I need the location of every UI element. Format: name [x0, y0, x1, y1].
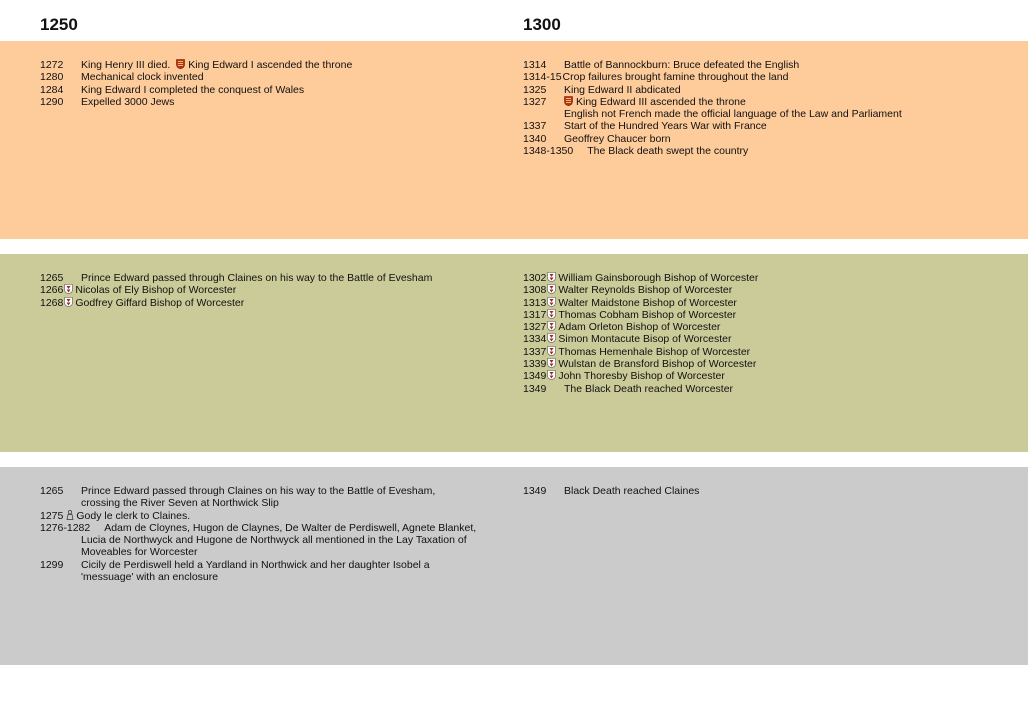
event-row [523, 284, 1023, 296]
event-text: Godfrey Giffard Bishop of Worcester [75, 296, 245, 309]
event-row [40, 84, 510, 96]
event-year: 1265 [40, 485, 64, 497]
event-text: Start of the Hundred Years War with France [564, 120, 767, 133]
event-year: 1317 [523, 308, 547, 321]
event-text: King Edward I ascended the throne [188, 59, 353, 71]
claines-events-band [0, 467, 1028, 665]
event-text: William Gainsborough Bishop of Worcester [558, 272, 759, 284]
event-year: 1314-15 [523, 71, 562, 84]
event-year: 1337 [523, 120, 547, 133]
event-row [40, 272, 510, 284]
event-row [40, 485, 510, 510]
bishop-shield-icon [547, 309, 556, 319]
event-year [523, 108, 564, 120]
event-row [40, 510, 510, 522]
event-text-continued: Lucia de Northwyck and Hugone de Northwyck all mentioned in the Lay Taxation of Moveables for Worcester [81, 534, 467, 559]
royal-arms-icon [564, 96, 573, 106]
event-text: The Black Death reached Worcester [564, 382, 734, 395]
event-year: 1348-1350 [523, 145, 574, 158]
event-row [523, 346, 1023, 358]
event-year: 1266 [40, 284, 64, 297]
national-events-1250 [40, 59, 510, 108]
event-row [523, 370, 1023, 382]
event-row [40, 297, 510, 309]
national-events-1300 [523, 59, 1023, 157]
event-text: Gody le clerk to Claines. [76, 509, 191, 522]
event-text: Wulstan de Bransford Bishop of Worcester [558, 358, 757, 371]
event-year: 1272 [40, 59, 64, 71]
event-row [40, 71, 510, 83]
event-year: 1349 [523, 382, 547, 395]
claines-events-1250 [40, 485, 510, 583]
event-row [523, 297, 1023, 309]
event-text: King Edward III ascended the throne [576, 95, 746, 108]
event-text: Walter Maidstone Bishop of Worcester [558, 296, 737, 309]
event-row [40, 59, 510, 71]
event-year: 1265 [40, 272, 64, 284]
event-row [523, 84, 1023, 96]
event-text: Cicily de Perdiswell held a Yardland in Northwick and her daughter Isobel a 'messuage' with an enclosure [81, 558, 430, 584]
event-year: 1275 [40, 509, 64, 522]
event-year: 1268 [40, 296, 64, 309]
event-row [40, 534, 510, 559]
event-row [523, 309, 1023, 321]
event-text: Battle of Bannockburn: Bruce defeated the English [564, 59, 800, 71]
event-row [523, 120, 1023, 132]
worcester-events-band [0, 254, 1028, 452]
event-text: John Thoresby Bishop of Worcester [558, 370, 725, 383]
event-year: 1302 [523, 272, 547, 284]
event-year: 1290 [40, 95, 64, 108]
event-year: 1325 [523, 83, 547, 96]
event-year: 1337 [523, 345, 547, 358]
event-text: Adam de Cloynes, Hugon de Claynes, De Walter de Perdiswell, Agnete Blanket, [104, 521, 477, 534]
event-text: Walter Reynolds Bishop of Worcester [558, 284, 733, 297]
event-year: 1284 [40, 83, 64, 96]
event-row [40, 284, 510, 296]
event-row [523, 272, 1023, 284]
event-text: Mechanical clock invented [81, 71, 204, 84]
royal-arms-icon [176, 59, 185, 69]
bishop-shield-icon [547, 333, 556, 343]
event-text: Black Death reached Claines [564, 485, 700, 497]
event-year: 1339 [523, 358, 547, 371]
worcester-events-1250 [40, 272, 510, 309]
event-text: Prince Edward passed through Claines on his way to the Battle of Evesham, crossing the River Seven at Northwick Slip [81, 485, 436, 510]
event-year: 1334 [523, 333, 547, 346]
event-year: 1349 [523, 485, 547, 497]
event-text: Geoffrey Chaucer born [564, 132, 671, 145]
event-row [523, 71, 1023, 83]
event-year: 1327 [523, 95, 547, 108]
event-year: 1349 [523, 370, 547, 383]
event-row [523, 485, 1023, 497]
event-text: The Black death swept the country [587, 145, 749, 158]
era-label-1300: 1300 [523, 15, 561, 34]
event-row [523, 133, 1023, 145]
event-year: 1327 [523, 321, 547, 334]
event-text: Adam Orleton Bishop of Worcester [558, 321, 721, 334]
clergy-figure-icon [66, 510, 74, 520]
event-text: Crop failures brought famine throughout the land [562, 71, 789, 84]
worcester-events-1300 [523, 272, 1023, 395]
event-row [40, 96, 510, 108]
event-year [40, 534, 81, 559]
event-text: Thomas Hemenhale Bishop of Worcester [558, 345, 751, 358]
event-text: Prince Edward passed through Claines on his way to the Battle of Evesham [81, 272, 433, 284]
bishop-shield-icon [64, 284, 73, 294]
bishop-shield-icon [64, 297, 73, 307]
event-row [40, 559, 510, 584]
event-text: English not French made the official language of the Law and Parliament [564, 108, 902, 121]
event-row [523, 108, 1023, 120]
claines-events-1300 [523, 485, 1023, 497]
bishop-shield-icon [547, 272, 556, 282]
event-text: King Edward II abdicated [564, 83, 681, 96]
event-row [523, 96, 1023, 108]
event-text: Simon Montacute Bisop of Worcester [558, 333, 732, 346]
event-row [523, 59, 1023, 71]
event-row [523, 145, 1023, 157]
event-year: 1340 [523, 132, 547, 145]
event-text: Thomas Cobham Bishop of Worcester [558, 308, 737, 321]
event-text: Expelled 3000 Jews [81, 95, 175, 108]
era-label-1250: 1250 [40, 15, 78, 34]
bishop-shield-icon [547, 284, 556, 294]
event-text: King Edward I completed the conquest of Wales [81, 83, 305, 96]
event-row [523, 358, 1023, 370]
event-year: 1280 [40, 71, 64, 84]
event-row [40, 522, 510, 534]
event-row [523, 383, 1023, 395]
bishop-shield-icon [547, 370, 556, 380]
bishop-shield-icon [547, 321, 556, 331]
event-row [523, 321, 1023, 333]
national-events-band [0, 41, 1028, 239]
event-year: 1276-1282 [40, 521, 91, 534]
bishop-shield-icon [547, 297, 556, 307]
event-text: King Henry III died. [81, 59, 171, 71]
event-year: 1313 [523, 296, 547, 309]
event-year: 1308 [523, 284, 547, 297]
event-text: Nicolas of Ely Bishop of Worcester [75, 284, 237, 297]
event-row [523, 333, 1023, 345]
event-year: 1314 [523, 59, 547, 71]
bishop-shield-icon [547, 346, 556, 356]
event-year: 1299 [40, 558, 64, 571]
bishop-shield-icon [547, 358, 556, 368]
